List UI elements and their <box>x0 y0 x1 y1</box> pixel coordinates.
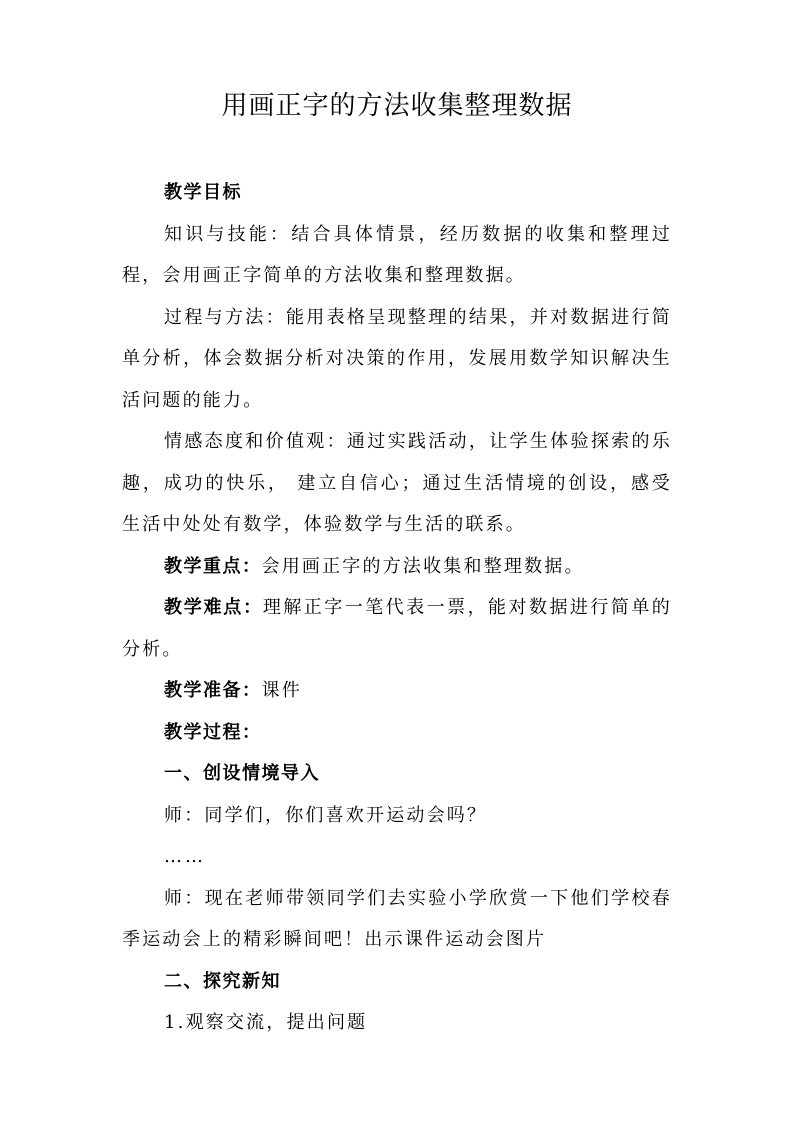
key-point-text: 会用画正字的方法收集和整理数据。 <box>261 555 585 577</box>
process-heading: 教学过程： <box>164 721 262 743</box>
key-point-label: 教学重点： <box>164 555 262 577</box>
preparation <box>122 670 672 712</box>
ellipsis: …… <box>164 846 206 867</box>
teacher-line-1: 师：同学们，你们喜欢开运动会吗？ <box>164 804 488 826</box>
key-point <box>122 546 672 588</box>
difficulty-label: 教学难点： <box>164 597 263 618</box>
objective-process: 过程与方法：能用表格呈现整理的结果，并对数据进行简单分析，体会数据分析对决策的作用，发展用数学知识解决生活问题的能力。 <box>122 306 672 411</box>
objectives-heading: 教学目标 <box>164 182 242 203</box>
section2-heading: 二、探究新知 <box>164 970 281 992</box>
step-1: 1.观察交流，提出问题 <box>164 1012 368 1033</box>
page-title: 用画正字的方法收集整理数据 <box>221 91 573 121</box>
objective-emotion: 情感态度和价值观：通过实践活动，让学生体验探索的乐趣，成功的快乐， 建立自信心；通过生活情境的创设，感受生活中处处有数学，体验数学与生活的联系。 <box>122 431 672 535</box>
preparation-label: 教学准备： <box>164 680 262 701</box>
difficulty-text: 理解正字一笔代表一票，能对数据进行简单的分析。 <box>122 597 673 660</box>
document-body <box>122 172 672 1044</box>
section1-heading: 一、创设情境导入 <box>164 763 320 784</box>
teacher-line-2: 师：现在老师带领同学们去实验小学欣赏一下他们学校春季运动会上的精彩瞬间吧！出示课件运动会图片 <box>122 887 672 950</box>
objective-knowledge: 知识与技能：结合具体情景，经历数据的收集和整理过程，会用画正字简单的方法收集和整理数据。 <box>122 223 672 286</box>
difficulty <box>122 587 672 670</box>
preparation-text: 课件 <box>261 680 302 701</box>
